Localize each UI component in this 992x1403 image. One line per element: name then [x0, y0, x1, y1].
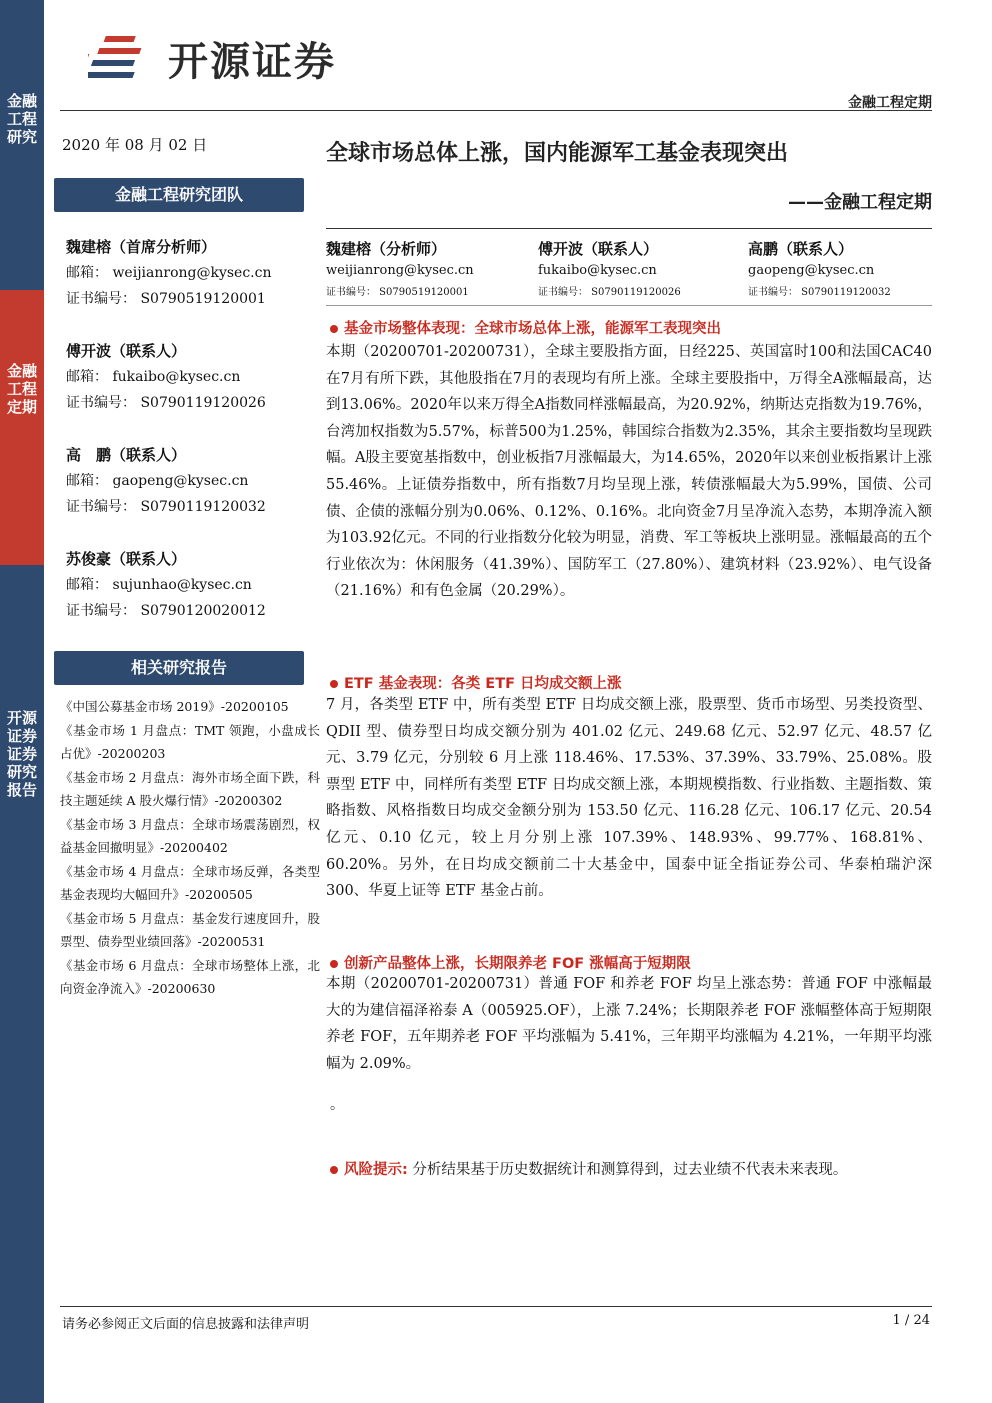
team-member-name: 傅开波（联系人）: [66, 342, 187, 360]
team-member-name: 魏建榕（首席分析师）: [66, 238, 217, 256]
footer-divider: [60, 1306, 932, 1307]
author-email[interactable]: fukaibo@kysec.cn: [538, 263, 657, 278]
team-header: 金融工程研究团队: [54, 178, 304, 212]
author-block: [326, 238, 474, 304]
author-block: [748, 238, 891, 304]
section-heading-text: 创新产品整体上涨，长期限养老 FOF 涨幅高于短期限: [344, 956, 691, 972]
section-body: 本期（20200701-20200731）普通 FOF 和养老 FOF 均呈上涨态势：普通 FOF 中涨幅最大的为建信福泽裕泰 A（005925.OF），上涨 7.24%；长期限养老 FOF 涨幅整体高于短期限养老 FOF，五年期养老 FOF 平均涨幅为 5.41%，三年期平均涨幅为 4.21%，一年期平均涨幅为 2.09%。: [326, 976, 932, 1072]
team-member-email[interactable]: 邮箱： sujunhao@kysec.cn: [66, 577, 252, 593]
bullet-icon: [330, 680, 338, 688]
team-member-email[interactable]: 邮箱： fukaibo@kysec.cn: [66, 369, 241, 385]
side-strip-top: [0, 0, 44, 290]
authors-top-divider: [326, 228, 932, 229]
header-category: 金融工程定期: [848, 95, 932, 111]
reports-header: 相关研究报告: [54, 651, 304, 685]
related-report-item[interactable]: 《中国公募基金市场 2019》-20200105: [60, 699, 289, 714]
related-reports-list: [60, 695, 320, 1001]
report-date: 2020 年 08 月 02 日: [62, 136, 208, 154]
author-name: 高鹏（联系人）: [748, 240, 854, 258]
author-name: 傅开波（联系人）: [538, 240, 659, 258]
kaiyuan-logo-icon: [88, 30, 160, 88]
bullet-icon: [330, 960, 338, 968]
team-member-name: 高 鹏（联系人）: [66, 446, 187, 464]
side-strip-bottom-label: 开源证券 证券研究报告: [6, 709, 37, 799]
team-member-email[interactable]: 邮箱： weijianrong@kysec.cn: [66, 265, 272, 281]
author-cert: 证书编号： S0790119120032: [748, 287, 891, 298]
section-heading: [330, 952, 691, 973]
team-member-name: 苏俊豪（联系人）: [66, 550, 187, 568]
section-body: 7 月，各类型 ETF 中，所有类型 ETF 日均成交额上涨，股票型、货币市场型、另类投资型、QDII 型、债券型日均成交额分别为 401.02 亿元、249.68 亿元、52.97 亿元、48.57 亿元、3.79 亿元，分别较 6 月上涨 118.46%、17.53%、37.39%、33.79%、25.08%。股票型 ETF 中，同样所有类型 ETF 日均成交额上涨，本期规模指数、行业指数、主题指数、策略指数、风格指数日均成交金额分别为 153.50 亿元、116.28 亿元、106.17 亿元、20.54 亿元、0.10 亿元，较上月分别上涨 107.39%、148.93%、99.77%、168.81%、60.20%。另外，在日均成交额前二十大基金中，国泰中证全指证券公司、华泰柏瑞沪深 300、华夏上证等 ETF 基金占前。: [326, 697, 932, 900]
related-report-item[interactable]: 《基金市场 6 月盘点：全球市场整体上涨，北向资金净流入》-20200630: [60, 957, 320, 996]
brand-name: 开源证券: [168, 39, 336, 85]
side-strip-top-label: 金融工程研究: [6, 92, 37, 146]
team-member-cert: 证书编号： S0790519120001: [66, 291, 266, 307]
author-name: 魏建榕（分析师）: [326, 240, 447, 258]
page-subtitle: ——金融工程定期: [788, 192, 932, 213]
related-report-item[interactable]: 《基金市场 3 月盘点：全球市场震荡剧烈，权益基金回撤明显》-20200402: [60, 816, 320, 855]
related-report-item[interactable]: 《基金市场 1 月盘点：TMT 领跑，小盘成长占优》-20200203: [60, 722, 320, 761]
section-heading-text: 基金市场整体表现：全球市场总体上涨，能源军工表现突出: [344, 321, 721, 337]
related-report-item[interactable]: 《基金市场 2 月盘点：海外市场全面下跌，科技主题延续 A 股火爆行情》-20200302: [60, 769, 320, 808]
team-member: [66, 234, 272, 312]
side-strip-bottom: [0, 565, 44, 1403]
author-email[interactable]: gaopeng@kysec.cn: [748, 263, 875, 278]
bullet-icon: [330, 1166, 338, 1174]
section-heading-text: ETF 基金表现：各类 ETF 日均成交额上涨: [344, 676, 622, 692]
section-heading: [330, 672, 622, 693]
team-member-cert: 证书编号： S0790120020012: [66, 603, 266, 619]
author-block: [538, 238, 681, 304]
author-email[interactable]: weijianrong@kysec.cn: [326, 263, 474, 278]
bullet-icon: [330, 325, 338, 333]
team-member: [66, 338, 266, 416]
author-cert: 证书编号： S0790119120026: [538, 287, 681, 298]
risk-label: 风险提示:: [344, 1162, 408, 1178]
team-member-email[interactable]: 邮箱： gaopeng@kysec.cn: [66, 473, 249, 489]
team-member: [66, 442, 266, 520]
team-member-cert: 证书编号： S0790119120032: [66, 499, 266, 515]
side-strip-middle-label: 金融工程定期: [6, 362, 37, 416]
page-title: 全球市场总体上涨，国内能源军工基金表现突出: [326, 141, 789, 166]
section-heading: [330, 317, 721, 338]
side-strip-middle: [0, 290, 44, 565]
team-member-cert: 证书编号： S0790119120026: [66, 395, 266, 411]
footer-disclaimer: 请务必参阅正文后面的信息披露和法律声明: [62, 1317, 310, 1332]
risk-text: 分析结果基于历史数据统计和测算得到，过去业绩不代表未来表现。: [407, 1162, 848, 1178]
related-report-item[interactable]: 《基金市场 5 月盘点：基金发行速度回升，股票型、债券型业绩回落》-20200531: [60, 910, 320, 949]
stray-mark: 。: [330, 1097, 344, 1113]
risk-notice: [330, 1158, 847, 1179]
authors-bottom-divider: [326, 305, 932, 306]
section-body: 本期（20200701-20200731），全球主要股指方面，日经225、英国富时100和法国CAC40在7月有所下跌，其他股指在7月的表现均有所上涨。全球主要股指中，万得全A涨幅最高，达到13.06%。2020年以来万得全A指数同样涨幅最高，为20.92%，纳斯达克指数为19.76%，台湾加权指数为5.57%，标普500为1.25%，韩国综合指数为2.35%，其余主要指数均呈现跌幅。A股主要宽基指数中，创业板指7月涨幅最大，为14.65%，2020年以来创业板指累计上涨55.46%。上证债券指数中，所有指数7月均呈现上涨，转债涨幅最大为5.99%，国债、公司债、企债的涨幅分别为0.06%、0.12%、0.16%。北向资金7月呈净流入态势，本期净流入额为103.92亿元。不同的行业指数分化较为明显，消费、军工等板块上涨明显。涨幅最高的五个行业依次为：休闲服务（41.39%）、国防军工（27.80%）、建筑材料（23.92%）、电气设备（21.16%）和有色金属（20.29%）。: [326, 344, 932, 600]
related-report-item[interactable]: 《基金市场 4 月盘点：全球市场反弹，各类型基金表现均大幅回升》-20200505: [60, 863, 320, 902]
author-cert: 证书编号： S0790519120001: [326, 287, 469, 298]
page-number: 1 / 24: [892, 1313, 930, 1328]
team-member: [66, 546, 266, 624]
header-divider: [60, 110, 932, 111]
